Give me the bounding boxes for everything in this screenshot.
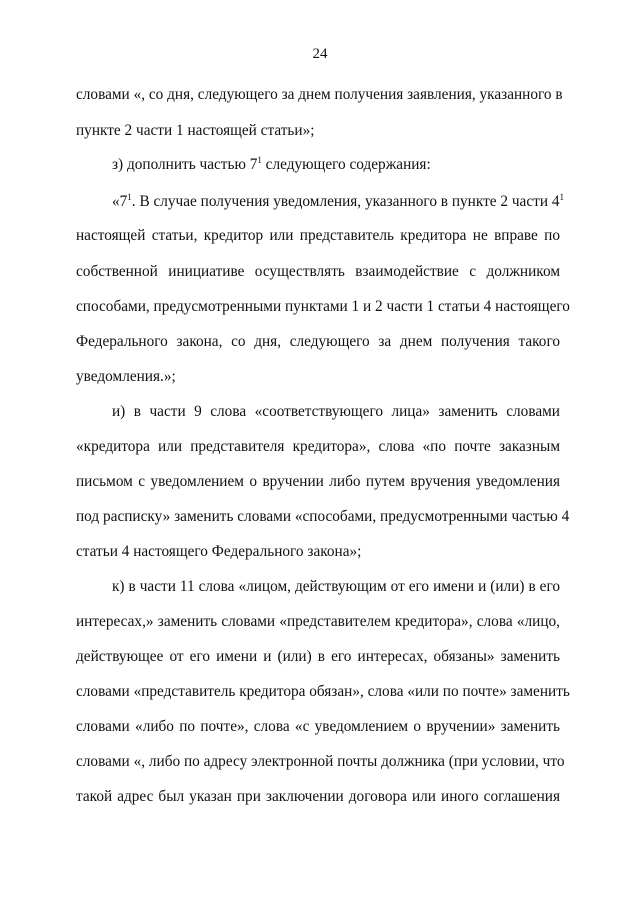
paragraph-z bbox=[112, 155, 560, 175]
paragraph-7-1 bbox=[112, 192, 564, 212]
text-line: способами, предусмотренными пунктами 1 и 2 части 1 статьи 4 настоящего bbox=[76, 298, 570, 315]
paragraph-i: и) в части 9 слова «соответствующего лица» заменить словами bbox=[112, 403, 560, 420]
text-fragment: следующего содержания: bbox=[261, 156, 431, 173]
superscript: 1 bbox=[127, 192, 132, 202]
text-line: уведомления.»; bbox=[76, 368, 176, 385]
text-line: словами «, либо по адресу электронной почты должника (при условии, что bbox=[76, 753, 565, 770]
text-line: интересах,» заменить словами «представителем кредитора», слова «лицо, bbox=[76, 613, 560, 630]
text-line: настоящей статьи, кредитор или представитель кредитора не вправе по bbox=[76, 227, 560, 244]
text-line: словами «либо по почте», слова «с уведомлением о вручении» заменить bbox=[76, 718, 560, 735]
text-line: статьи 4 настоящего Федерального закона»; bbox=[76, 543, 362, 560]
text-fragment: з) дополнить частью 7 bbox=[112, 156, 258, 173]
text-line: письмом с уведомлением о вручении либо путем вручения уведомления bbox=[76, 473, 560, 490]
paragraph-k: к) в части 11 слова «лицом, действующим от его имени и (или) в его bbox=[112, 578, 560, 595]
text-line: собственной инициативе осуществлять взаимодействие с должником bbox=[76, 263, 560, 280]
text-fragment: «7 bbox=[112, 193, 128, 210]
text-line: словами «представитель кредитора обязан», слова «или по почте» заменить bbox=[76, 683, 570, 700]
text-line: под расписку» заменить словами «способами, предусмотренными частью 4 bbox=[76, 508, 570, 525]
text-line: пункте 2 части 1 настоящей статьи»; bbox=[76, 122, 315, 139]
text-line: «кредитора или представителя кредитора», слова «по почте заказным bbox=[76, 438, 560, 455]
text-line: действующее от его имени и (или) в его интересах, обязаны» заменить bbox=[76, 648, 560, 665]
text-fragment: . В случае получения уведомления, указанного в пункте 2 части 4 bbox=[131, 193, 560, 210]
superscript: 1 bbox=[257, 155, 262, 165]
text-line: такой адрес был указан при заключении договора или иного соглашения bbox=[76, 788, 560, 805]
page-number: 24 bbox=[312, 46, 328, 62]
text-line: Федерального закона, со дня, следующего за днем получения такого bbox=[76, 333, 560, 350]
superscript: 1 bbox=[559, 192, 564, 202]
text-line: словами «, со дня, следующего за днем получения заявления, указанного в bbox=[76, 86, 563, 103]
